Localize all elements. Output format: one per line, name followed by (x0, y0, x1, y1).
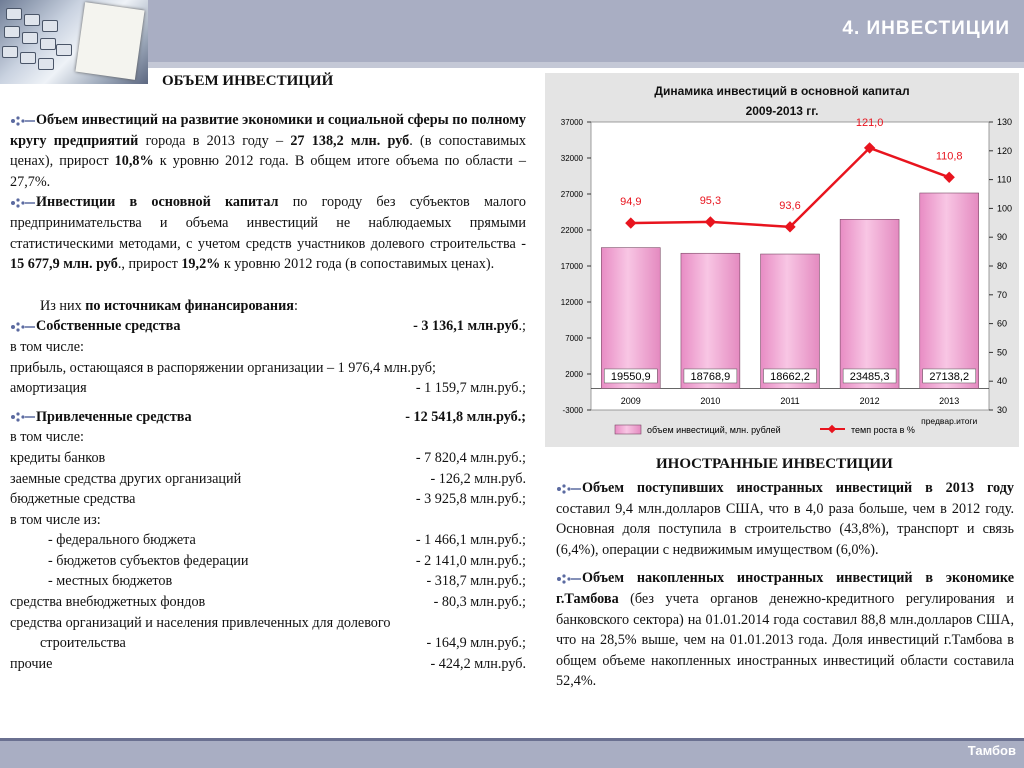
calculator-photo (0, 0, 148, 84)
footer-bar (0, 738, 1024, 768)
growth-label: 95,3 (699, 194, 722, 207)
y-right-tick-label: 90 (997, 232, 1008, 243)
bullet-icon (10, 411, 36, 423)
header-underline (148, 62, 1024, 68)
x-tick-label: 2010 (700, 396, 721, 406)
y-left-tick-label: 32000 (560, 154, 583, 163)
other-row: прочие - 424,2 млн.руб. (10, 655, 526, 672)
own-funds-row: Собственные средства - 3 136,1 млн.руб.; (10, 316, 526, 337)
loans-row: заемные средства других организаций - 126,2 млн.руб. (10, 470, 526, 487)
subject-budgets-row: - бюджетов субъектов федерации - 2 141,0 млн.руб.; (48, 552, 526, 569)
x-tick-label: 2011 (780, 396, 800, 406)
y-right-tick-label: 30 (997, 405, 1008, 415)
bar-value-label: 18768,9 (690, 370, 731, 383)
section-title-foreign: ИНОСТРАННЫЕ ИНВЕСТИЦИИ (656, 456, 893, 472)
paragraph-foreign-accumulated: Объем накопленных иностранных инвестиций в экономике г.Тамбова (без учета органов денежно-кредитного регулирования и банковского сектора) на 01.01.2014 года составил 88,8 млн.долларов США, что на 28,5% выше, чем на 01.01.2013 года. Доля инвестиций г.Тамбова в общем объеме накопленных иностранных инвестиций области составила 52,4%. (556, 570, 1014, 690)
chart-plot (545, 73, 1019, 447)
y-left-tick-label: 2000 (565, 370, 583, 379)
growth-label: 121,0 (855, 116, 884, 129)
y-left-tick-label: 17000 (560, 262, 583, 271)
including-label: в том числе: (10, 338, 84, 355)
bullet-icon (10, 197, 36, 209)
equity-line: средства организаций и населения привлеченных для долевого (10, 614, 391, 631)
slide-title: 4. ИНВЕСТИЦИИ (842, 18, 1010, 39)
bullet-icon (10, 321, 36, 333)
y-left-tick-label: 22000 (560, 226, 583, 235)
bar-value-label: 27138,2 (929, 370, 970, 383)
y-left-tick-label: 12000 (560, 298, 583, 307)
bar-value-label: 18662,2 (770, 370, 810, 383)
bar-value-label: 23485,3 (849, 370, 890, 383)
y-right-tick-label: 70 (997, 289, 1008, 300)
footer-city: Тамбов (967, 743, 1016, 758)
paragraph-total-investments: Объем инвестиций на развитие экономики и социальной сферы по полному кругу предприятий города в 2013 году – 27 138,2 млн. руб. (в сопоставимых ценах), прирост 10,8% к уровню 2012 года. В общем итоге объема по области – 27,7%. (10, 112, 527, 190)
bullet-icon (556, 483, 582, 495)
legend-bar-label: объем инвестиций, млн. рублей (647, 425, 781, 435)
bullet-icon (556, 573, 582, 585)
chart-title: Динамика инвестиций в основной капитал (654, 84, 910, 98)
bar (840, 219, 899, 388)
federal-budget-row: - федерального бюджета - 1 466,1 млн.руб.; (48, 532, 526, 549)
paragraph-fixed-capital: Инвестиции в основной капитал по городу без субъектов малого предпринимательства и объема инвестиций не наблюдаемых прямыми статистическими методами, с учетом средств участников долевого строительства - 15 677,9 млн. руб., прирост 19,2% к уровню 2012 года (в сопоставимых ценах). (10, 194, 526, 273)
y-left-tick-label: 27000 (560, 190, 583, 199)
chart-subtitle: 2009-2013 гг. (745, 104, 819, 118)
investment-chart (545, 73, 1019, 447)
y-right-tick-label: 110 (997, 174, 1012, 185)
category-note: предвар.итоги (921, 416, 978, 426)
growth-label: 94,9 (620, 196, 642, 209)
including-from-label: в том числе из: (10, 511, 101, 528)
equity-construction-row: строительства - 164,9 млн.руб.; (40, 635, 526, 652)
bar (601, 248, 660, 389)
y-left-tick-label: 37000 (560, 118, 583, 127)
bullet-icon (10, 115, 36, 127)
bar (920, 193, 979, 388)
legend-line-marker (828, 425, 836, 433)
attracted-funds-row: Привлеченные средства - 12 541,8 млн.руб.; (10, 407, 526, 428)
y-right-tick-label: 50 (997, 347, 1008, 358)
paragraph-foreign-received: Объем поступивших иностранных инвестиций в 2013 году составил 9,4 млн.долларов США, что в 4,0 раза больше, чем в 2012 году. Основная доля поступила в строительство (43,8%), транспорт и связь (6,4%), операции с недвижимым имуществом (6,0%). (556, 480, 1014, 558)
off-budget-funds-row: средства внебюджетных фондов - 80,3 млн.руб.; (10, 594, 526, 611)
x-tick-label: 2013 (939, 396, 960, 406)
bar (761, 254, 820, 388)
budget-funds-row: бюджетные средства - 3 925,8 млн.руб.; (10, 491, 526, 508)
y-right-tick-label: 40 (997, 376, 1008, 387)
bar (681, 253, 740, 388)
y-right-tick-label: 120 (997, 145, 1013, 156)
y-right-tick-label: 130 (997, 117, 1013, 127)
bank-credits-row: кредиты банков - 7 820,4 млн.руб.; (10, 449, 526, 466)
including-label: в том числе: (10, 429, 84, 446)
profit-row: прибыль, остающаяся в распоряжении организации – 1 976,4 млн.руб; (10, 359, 436, 376)
section-title-investments: ОБЪЕМ ИНВЕСТИЦИЙ (162, 73, 334, 89)
y-right-tick-label: 80 (997, 261, 1008, 271)
growth-label: 93,6 (779, 199, 801, 212)
y-left-tick-label: -3000 (562, 406, 583, 415)
y-right-tick-label: 60 (997, 318, 1008, 329)
x-tick-label: 2009 (620, 396, 641, 406)
x-tick-label: 2012 (859, 396, 880, 406)
legend-bar-swatch (615, 425, 641, 434)
growth-label: 110,8 (935, 150, 963, 163)
bar-value-label: 19550,9 (610, 370, 651, 383)
amortization-row: амортизация - 1 159,7 млн.руб.; (10, 380, 526, 397)
sources-heading: Из них по источникам финансирования: (40, 297, 298, 314)
legend-line-label: темп роста в % (851, 425, 915, 435)
y-left-tick-label: 7000 (565, 334, 583, 343)
investments-text (10, 110, 526, 674)
foreign-investments-text (556, 478, 1014, 692)
y-right-tick-label: 100 (997, 203, 1013, 214)
local-budgets-row: - местных бюджетов - 318,7 млн.руб.; (48, 573, 526, 590)
